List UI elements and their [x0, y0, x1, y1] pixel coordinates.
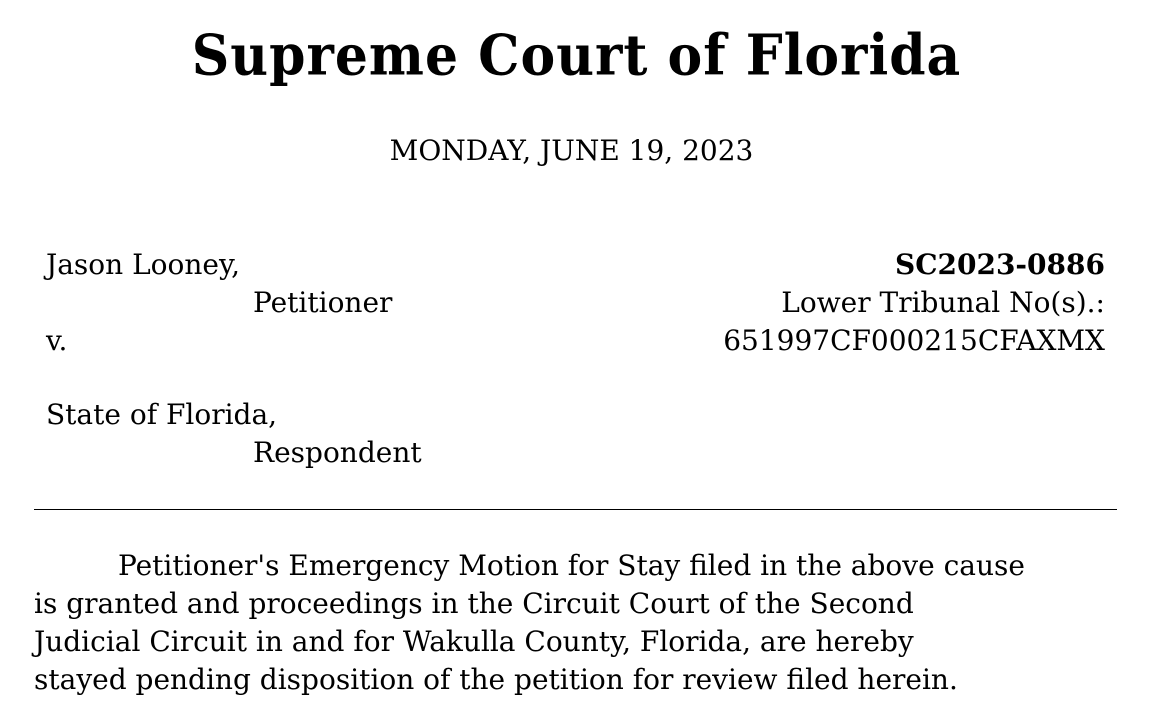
- order-date: MONDAY, JUNE 19, 2023: [389, 134, 754, 167]
- order-line: is granted and proceedings in the Circuit Court of the Second: [34, 587, 914, 620]
- order-line: stayed pending disposition of the petition for review filed herein.: [34, 663, 958, 696]
- respondent-name: State of Florida,: [46, 398, 278, 431]
- case-number: SC2023-0886: [895, 248, 1105, 281]
- lower-tribunal-label: Lower Tribunal No(s).:: [781, 286, 1105, 319]
- caption-divider: [34, 509, 1117, 510]
- order-line: Judicial Circuit in and for Wakulla County, Florida, are hereby: [34, 625, 914, 658]
- petitioner-name: Jason Looney,: [46, 248, 240, 281]
- respondent-role: Respondent: [253, 436, 422, 469]
- lower-tribunal-number: 651997CF000215CFAXMX: [723, 324, 1105, 357]
- versus-label: v.: [46, 324, 68, 357]
- order-paragraph: [34, 547, 1106, 699]
- order-line: Petitioner's Emergency Motion for Stay filed in the above cause: [118, 549, 1025, 582]
- petitioner-role: Petitioner: [253, 286, 393, 319]
- court-title: Supreme Court of Florida: [191, 22, 962, 89]
